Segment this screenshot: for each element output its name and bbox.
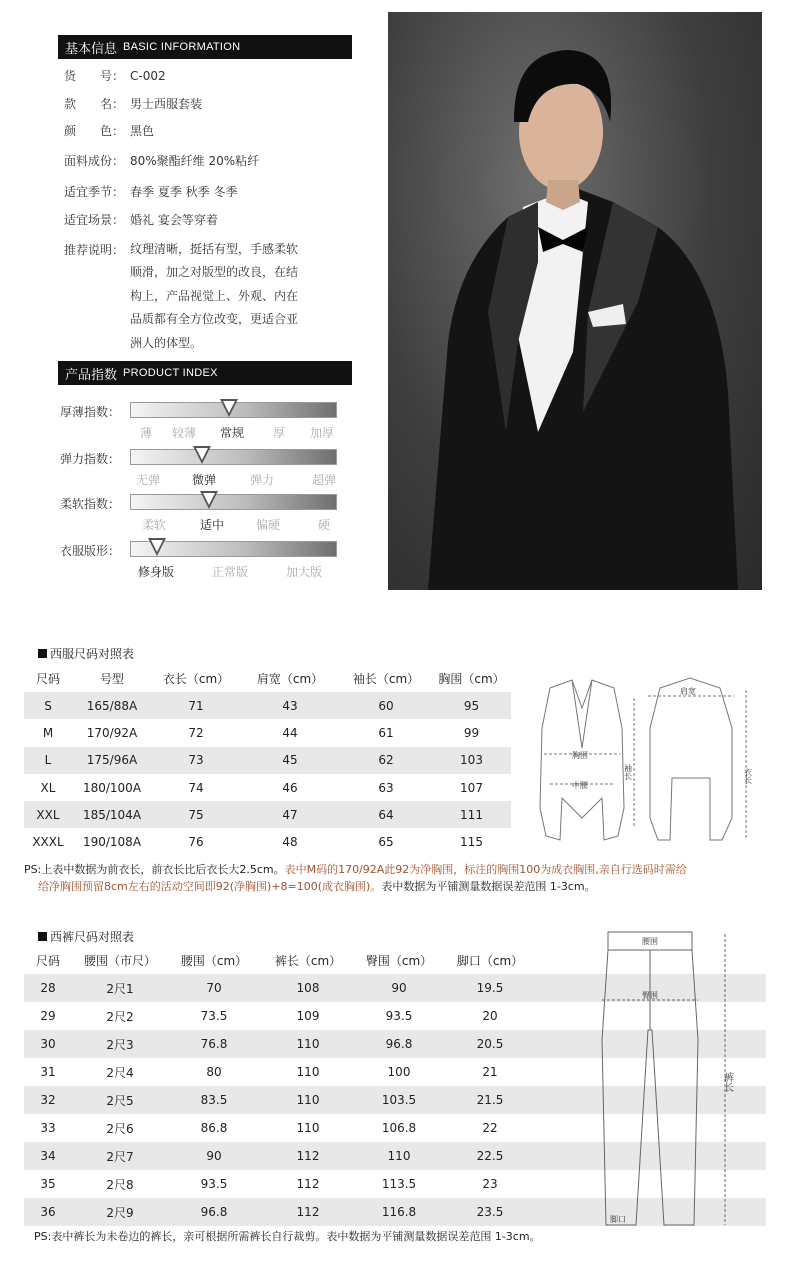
table-header-cell: 袖长（cm） xyxy=(352,672,420,686)
recommendation-line: 纹理清晰，挺括有型，手感柔软 xyxy=(130,242,299,256)
table-cell: 35 xyxy=(40,1177,56,1191)
table-cell: 112 xyxy=(296,1149,320,1163)
info-row xyxy=(64,242,130,258)
table-cell: 60 xyxy=(378,698,394,713)
recommendation-line: 洲人的体型。 xyxy=(130,335,203,350)
table-cell: 110 xyxy=(296,1121,320,1135)
table-cell: 2尺1 xyxy=(106,981,134,996)
table-cell: 28 xyxy=(40,981,56,995)
table-cell: S xyxy=(44,698,52,713)
table-cell: 71 xyxy=(188,698,204,713)
index-label: 弹力指数： xyxy=(60,452,121,466)
table-cell: 76 xyxy=(188,835,204,850)
table-cell: 36 xyxy=(40,1205,56,1219)
diagram-label-pants-waist: 腰围 xyxy=(642,937,658,946)
table-cell: 96.8 xyxy=(385,1037,413,1051)
table-row xyxy=(24,801,511,828)
pants-size-chart-title xyxy=(38,928,134,945)
table-header-cell: 尺码 xyxy=(35,672,60,686)
index-marker-icon xyxy=(148,538,166,556)
info-label: 货 号： xyxy=(64,69,125,83)
index-scale-option: 常规 xyxy=(220,426,245,440)
table-cell: 75 xyxy=(188,807,204,822)
table-cell: M xyxy=(42,725,54,740)
index-scale-option: 柔软 xyxy=(142,518,167,532)
table-cell: 2尺8 xyxy=(106,1177,134,1192)
table-cell: 61 xyxy=(378,725,394,740)
info-row xyxy=(64,184,237,200)
table-cell: 44 xyxy=(282,725,298,740)
table-cell: 111 xyxy=(460,807,483,822)
table-cell: 112 xyxy=(296,1177,320,1191)
recommendation-line: 顺滑，加之对版型的改良，在结 xyxy=(130,265,299,280)
model-figure-illustration xyxy=(388,12,762,590)
table-cell: 110 xyxy=(296,1065,320,1079)
table-header-cell: 肩宽（cm） xyxy=(256,672,324,686)
table-cell: 2尺5 xyxy=(106,1093,134,1108)
table-cell: 32 xyxy=(40,1093,56,1107)
table-row xyxy=(24,774,511,801)
diagram-label-sleeve: 袖长 xyxy=(623,764,633,780)
info-value: 婚礼 宴会等穿着 xyxy=(130,213,218,227)
diagram-label-hem: 脚口 xyxy=(610,1215,626,1224)
index-scale-option: 厚 xyxy=(273,426,286,440)
table-cell: 2尺6 xyxy=(106,1121,134,1136)
basic-info-title-en: BASIC INFORMATION xyxy=(123,41,241,53)
table-cell: 31 xyxy=(40,1065,56,1079)
recommendation-line: 构上，产品视觉上、外观、内在 xyxy=(130,288,299,303)
index-gradient-bar xyxy=(130,494,337,510)
table-row xyxy=(24,747,511,774)
table-cell: 170/92A xyxy=(86,725,138,740)
table-row xyxy=(24,828,511,855)
table-cell: 34 xyxy=(40,1149,56,1163)
table-header-cell: 尺码 xyxy=(35,953,60,968)
table-cell: 83.5 xyxy=(200,1093,228,1107)
table-cell: 110 xyxy=(296,1037,320,1051)
table-cell: 2尺9 xyxy=(106,1205,134,1220)
table-row xyxy=(24,719,511,746)
info-label: 推荐说明： xyxy=(64,243,125,257)
table-cell: 43 xyxy=(282,698,298,713)
table-cell: 90 xyxy=(391,981,407,995)
info-value: 黑色 xyxy=(130,124,155,138)
info-row xyxy=(64,68,166,84)
table-cell: 29 xyxy=(40,1009,56,1023)
basic-info-title-cn: 基本信息 xyxy=(65,41,118,57)
suit-note-line2 xyxy=(38,879,596,894)
table-header-cell: 臀围（cm） xyxy=(365,953,433,968)
info-value: 男士西服套装 xyxy=(130,97,203,111)
info-label: 适宜场景： xyxy=(64,213,125,227)
table-cell: 73 xyxy=(188,753,204,768)
info-label: 颜 色： xyxy=(64,124,125,138)
table-cell: 48 xyxy=(282,835,298,850)
basic-info-header xyxy=(58,35,352,59)
index-gradient-bar xyxy=(130,449,337,465)
table-cell: 93.5 xyxy=(200,1177,228,1191)
recommendation-text xyxy=(130,238,335,355)
table-cell: 185/104A xyxy=(82,807,142,822)
index-scale-option: 适中 xyxy=(200,518,225,532)
table-cell: 180/100A xyxy=(82,780,142,795)
table-cell: 103.5 xyxy=(381,1093,417,1107)
diagram-label-chest: 胸围 xyxy=(572,751,588,760)
index-scale-option: 正常版 xyxy=(212,565,249,579)
suit-note-1b: 表中M码的170/92A此92为净胸围，标注的胸围100为成衣胸围,亲自行选码时需给 xyxy=(284,863,687,876)
pants-note: PS:表中裤长为未卷边的裤长，亲可根据所需裤长自行裁剪。表中数据为平铺测量数据误差范围 1-3cm。 xyxy=(34,1230,541,1243)
index-scale-option: 硬 xyxy=(318,518,331,532)
pants-measurement-diagram xyxy=(590,920,740,1235)
table-cell: XL xyxy=(40,780,56,795)
diagram-label-pants-length: 裤长 xyxy=(721,1072,733,1092)
table-cell: 62 xyxy=(378,753,394,768)
table-cell: 70 xyxy=(206,981,222,995)
suit-size-table xyxy=(24,665,511,856)
index-label: 柔软指数： xyxy=(60,497,121,511)
table-cell: 106.8 xyxy=(381,1121,417,1135)
index-marker-icon xyxy=(220,399,238,417)
info-value: 80%聚酯纤维 20%粘纤 xyxy=(130,154,260,168)
table-cell: 103 xyxy=(460,753,483,768)
square-bullet-icon xyxy=(38,932,47,941)
suit-note-1a: PS:上表中数据为前衣长，前衣长比后衣长大2.5cm。 xyxy=(24,863,285,876)
table-cell: 2尺3 xyxy=(106,1037,134,1052)
table-cell: 20 xyxy=(482,1009,498,1023)
table-cell: 96.8 xyxy=(200,1205,228,1219)
table-header-cell: 裤长（cm） xyxy=(274,953,342,968)
table-cell: 65 xyxy=(378,835,394,850)
table-header-cell: 号型 xyxy=(99,672,124,686)
table-cell: 63 xyxy=(378,780,394,795)
table-cell: 19.5 xyxy=(476,981,504,995)
diagram-label-waist: 中腰 xyxy=(572,781,588,790)
table-cell: 47 xyxy=(282,807,298,822)
table-header-cell: 腰围（市尺） xyxy=(83,953,156,968)
table-cell: 112 xyxy=(296,1205,320,1219)
diagram-label-length: 衣长 xyxy=(743,768,753,784)
table-cell: 64 xyxy=(378,807,394,822)
index-label: 衣服版形： xyxy=(60,544,121,558)
info-value: 春季 夏季 秋季 冬季 xyxy=(130,185,238,199)
index-label: 厚薄指数： xyxy=(60,405,121,419)
index-scale-option: 微弹 xyxy=(192,473,217,487)
suit-note-line1 xyxy=(24,862,687,877)
diagram-label-hip: 臀围 xyxy=(642,991,658,1000)
index-scale-option: 加大版 xyxy=(286,565,323,579)
table-cell: 107 xyxy=(460,780,483,795)
table-cell: 108 xyxy=(296,981,320,995)
table-row xyxy=(24,692,511,719)
table-cell: 80 xyxy=(206,1065,222,1079)
table-cell: 175/96A xyxy=(86,753,138,768)
table-cell: 33 xyxy=(40,1121,56,1135)
recommendation-line: 品质都有全方位改变，更适合亚 xyxy=(130,312,299,327)
table-header-row xyxy=(24,665,511,692)
info-value: C-002 xyxy=(130,69,166,83)
index-scale-option: 较薄 xyxy=(172,426,197,440)
table-cell: 2尺4 xyxy=(106,1065,134,1080)
table-cell: 2尺7 xyxy=(106,1149,134,1164)
index-scale-option: 无弹 xyxy=(136,473,161,487)
suit-measurement-diagram xyxy=(510,668,772,860)
table-cell: 93.5 xyxy=(385,1009,413,1023)
table-cell: 23.5 xyxy=(476,1205,504,1219)
table-cell: 116.8 xyxy=(381,1205,417,1219)
diagram-label-shoulder: 肩宽 xyxy=(680,687,696,696)
table-header-cell: 胸围（cm） xyxy=(438,672,505,686)
table-cell: 73.5 xyxy=(200,1009,228,1023)
table-cell: 21.5 xyxy=(476,1093,504,1107)
table-cell: 113.5 xyxy=(381,1177,417,1191)
index-scale-option: 超弹 xyxy=(312,473,337,487)
table-cell: 90 xyxy=(206,1149,222,1163)
info-label: 适宜季节： xyxy=(64,185,125,199)
info-row xyxy=(64,123,154,139)
index-scale-option: 加厚 xyxy=(310,426,335,440)
table-cell: 2尺2 xyxy=(106,1009,134,1024)
table-cell: 74 xyxy=(188,780,204,795)
model-photo xyxy=(388,12,762,590)
product-index-title-cn: 产品指数 xyxy=(65,367,118,383)
square-bullet-icon xyxy=(38,649,47,658)
table-cell: XXXL xyxy=(32,835,64,850)
info-label: 款 名： xyxy=(64,97,125,111)
table-cell: 165/88A xyxy=(86,698,138,713)
pants-size-chart-title-text: 西裤尺码对照表 xyxy=(50,930,135,944)
info-row xyxy=(64,212,218,228)
index-marker-icon xyxy=(193,446,211,464)
info-row xyxy=(64,153,259,169)
table-cell: 95 xyxy=(463,698,480,713)
table-cell: 72 xyxy=(188,725,204,740)
table-cell: 99 xyxy=(463,725,480,740)
table-cell: 22 xyxy=(482,1121,498,1135)
suit-size-chart-title-text: 西服尺码对照表 xyxy=(50,647,135,661)
table-cell: 110 xyxy=(387,1149,411,1163)
product-index-header xyxy=(58,361,352,385)
table-header-cell: 脚口（cm） xyxy=(456,953,524,968)
table-cell: 115 xyxy=(460,835,483,850)
info-row xyxy=(64,96,202,112)
suit-note-2b: 表中数据为平铺测量数据误差范围 1-3cm。 xyxy=(381,880,596,893)
suit-note-2a: 给净胸围预留8cm左右的活动空间即92(净胸围)+8=100(成衣胸围)。 xyxy=(38,880,382,893)
table-cell: 110 xyxy=(296,1093,320,1107)
product-index-title-en: PRODUCT INDEX xyxy=(123,367,218,379)
table-cell: 86.8 xyxy=(200,1121,228,1135)
table-cell: 21 xyxy=(482,1065,498,1079)
table-cell: 22.5 xyxy=(476,1149,504,1163)
table-cell: 46 xyxy=(282,780,298,795)
info-label: 面料成份： xyxy=(64,154,125,168)
table-cell: L xyxy=(44,753,52,768)
index-scale-option: 弹力 xyxy=(250,473,275,487)
table-header-cell: 腰围（cm） xyxy=(180,953,248,968)
table-cell: 23 xyxy=(482,1177,498,1191)
table-cell: 20.5 xyxy=(476,1037,504,1051)
index-scale-option: 修身版 xyxy=(138,565,175,579)
table-cell: 109 xyxy=(296,1009,320,1023)
index-scale-option: 偏硬 xyxy=(256,518,281,532)
table-cell: 30 xyxy=(40,1037,56,1051)
table-cell: 190/108A xyxy=(82,835,142,850)
table-cell: XXL xyxy=(36,807,60,822)
suit-size-chart-title xyxy=(38,645,134,662)
index-scale-option: 薄 xyxy=(140,426,153,440)
table-header-cell: 衣长（cm） xyxy=(162,672,230,686)
table-cell: 76.8 xyxy=(200,1037,228,1051)
table-cell: 45 xyxy=(282,753,298,768)
index-marker-icon xyxy=(200,491,218,509)
table-cell: 100 xyxy=(387,1065,411,1079)
